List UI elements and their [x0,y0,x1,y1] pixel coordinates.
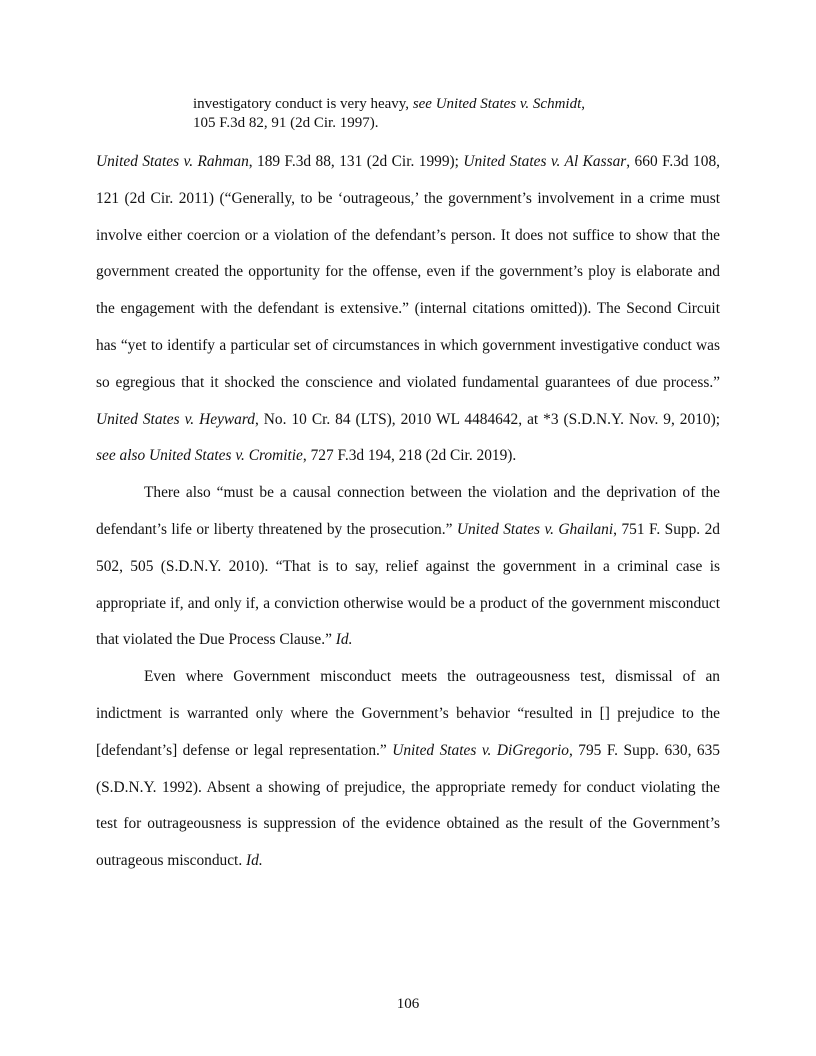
case-citation: United States v. Heyward [96,410,255,428]
case-citation: see also United States v. Cromitie [96,447,303,465]
id-citation: Id. [335,631,353,649]
case-citation: see United States v. Schmidt [412,96,582,112]
paragraph-continued: United States v. Rahman, 189 F.3d 88, 131 (2d Cir. 1999); United States v. Al Kassar, 660 F.3d 108, 121 (2d Cir. 2011) (“Generally, to be ‘outrageous,’ the government’s involvement in a crime must involve either coercion or a violation of the defendant’s person. It does not suffice to show that the government created the opportunity for the offense, even if the government’s ploy is elaborate and the engagement with the defendant is extensive.” (internal citations omitted)). The Second Circuit has “yet to identify a particular set of circumstances in which government investigative conduct was so egregious that it shocked the conscience and violated fundamental guarantees of due process.” United States v. Heyward, No. 10 Cr. 84 (LTS), 2010 WL 4484642, at *3 (S.D.N.Y. Nov. 9, 2010); see also United States v. Cromitie, 727 F.3d 194, 218 (2d Cir. 2019). [96,153,720,465]
case-citation: United States v. Rahman [96,153,249,170]
block-quote [193,95,633,132]
page-number: 106 [396,996,420,1012]
case-citation: United States v. DiGregorio [392,741,569,759]
id-citation: Id. [246,852,263,870]
block-quote-line-2: 105 F.3d 82, 91 (2d Cir. 1997). [193,114,379,131]
case-citation: United States v. Al Kassar [463,153,627,170]
case-citation: United States v. Ghailani [456,520,614,538]
block-quote-line-1: investigatory conduct is very heavy, see United States v. Schmidt, [193,96,585,112]
body-text [96,144,720,880]
paragraph-causal-connection: There also “must be a causal connection between the violation and the deprivation of the defendant’s life or liberty threatened by the prosecution.” United States v. Ghailani, 751 F. Supp. 2d 502, 505 (S.D.N.Y. 2010). “That is to say, relief against the government in a criminal case is appropriate if, and only if, a conviction otherwise would be a product of the government misconduct that violated the Due Process Clause.” Id. [96,484,720,649]
paragraph-prejudice: Even where Government misconduct meets the outrageousness test, dismissal of an indictment is warranted only where the Government’s behavior “resulted in [] prejudice to the [defendant’s] defense or legal representation.” United States v. DiGregorio, 795 F. Supp. 630, 635 (S.D.N.Y. 1992). Absent a showing of prejudice, the appropriate remedy for conduct violating the test for outrageousness is suppression of the evidence obtained as the result of the Government’s outrageous misconduct. Id. [96,668,720,870]
